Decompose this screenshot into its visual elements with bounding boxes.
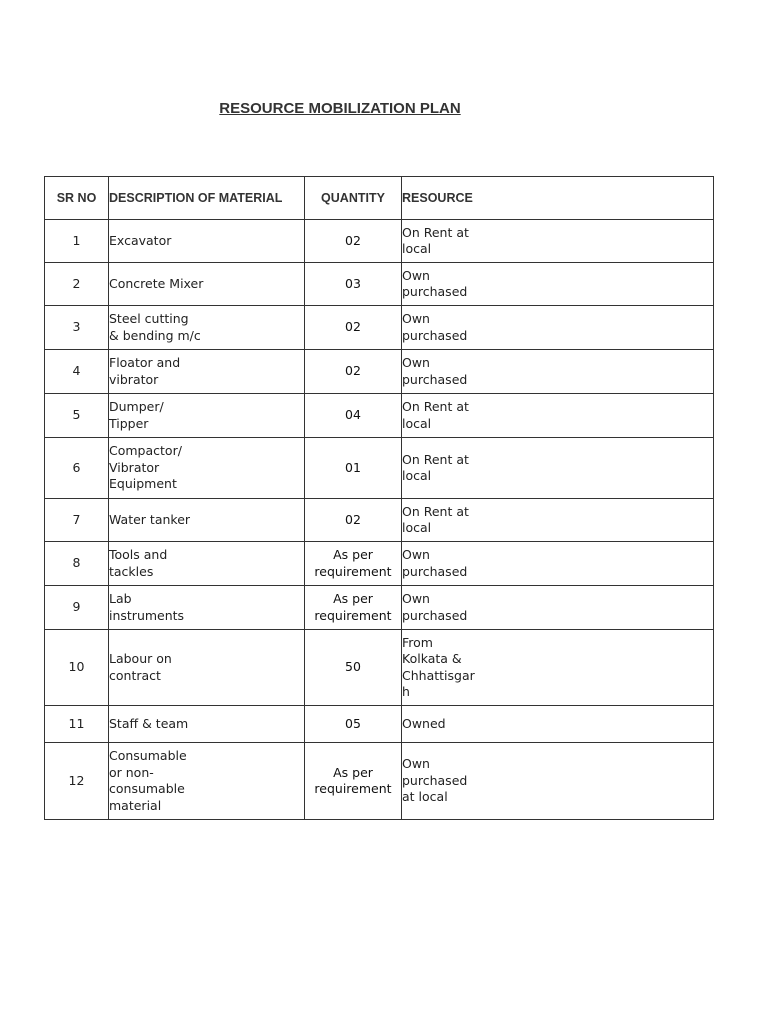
row-resource: On Rent at local xyxy=(402,220,714,263)
header-description: DESCRIPTION OF MATERIAL xyxy=(109,177,305,220)
table-row xyxy=(45,394,714,438)
row-description: Lab instruments xyxy=(109,586,305,630)
row-sr-no: 10 xyxy=(45,630,109,706)
table-header-row xyxy=(45,177,714,220)
row-quantity: 02 xyxy=(305,499,402,542)
table-row xyxy=(45,542,714,586)
row-quantity: 50 xyxy=(305,630,402,706)
table-row xyxy=(45,630,714,706)
table-row xyxy=(45,306,714,350)
page-title: RESOURCE MOBILIZATION PLAN xyxy=(219,100,461,117)
row-quantity: 01 xyxy=(305,438,402,499)
row-description: Concrete Mixer xyxy=(109,263,305,306)
row-description: Labour on contract xyxy=(109,630,305,706)
row-resource: Own purchased xyxy=(402,263,714,306)
row-description: Steel cutting & bending m/c xyxy=(109,306,305,350)
row-description: Dumper/ Tipper xyxy=(109,394,305,438)
row-quantity: 02 xyxy=(305,220,402,263)
table-row xyxy=(45,743,714,820)
header-resource: RESOURCE xyxy=(402,177,714,220)
table-row xyxy=(45,586,714,630)
row-sr-no: 4 xyxy=(45,350,109,394)
row-resource: Own purchased xyxy=(402,586,714,630)
row-description: Consumable or non- consumable material xyxy=(109,743,305,820)
table-row xyxy=(45,499,714,542)
row-sr-no: 5 xyxy=(45,394,109,438)
table-row xyxy=(45,706,714,743)
row-description: Tools and tackles xyxy=(109,542,305,586)
row-quantity: 05 xyxy=(305,706,402,743)
row-sr-no: 7 xyxy=(45,499,109,542)
header-sr-no: SR NO xyxy=(45,177,109,220)
header-quantity: QUANTITY xyxy=(305,177,402,220)
table-row xyxy=(45,220,714,263)
row-resource: On Rent at local xyxy=(402,499,714,542)
row-sr-no: 12 xyxy=(45,743,109,820)
row-quantity: 02 xyxy=(305,306,402,350)
resource-table xyxy=(44,176,714,820)
row-description: Compactor/ Vibrator Equipment xyxy=(109,438,305,499)
row-quantity: As per requirement xyxy=(305,586,402,630)
row-resource: Own purchased xyxy=(402,542,714,586)
row-description: Floator and vibrator xyxy=(109,350,305,394)
row-resource: Own purchased xyxy=(402,306,714,350)
row-resource: Own purchased xyxy=(402,350,714,394)
row-sr-no: 3 xyxy=(45,306,109,350)
row-sr-no: 1 xyxy=(45,220,109,263)
row-quantity: 03 xyxy=(305,263,402,306)
row-sr-no: 8 xyxy=(45,542,109,586)
row-resource: On Rent at local xyxy=(402,394,714,438)
row-sr-no: 2 xyxy=(45,263,109,306)
row-description: Staff & team xyxy=(109,706,305,743)
row-sr-no: 9 xyxy=(45,586,109,630)
table-row xyxy=(45,350,714,394)
row-resource: Own purchased at local xyxy=(402,743,714,820)
row-description: Water tanker xyxy=(109,499,305,542)
row-quantity: 02 xyxy=(305,350,402,394)
row-resource: From Kolkata & Chhattisgar h xyxy=(402,630,714,706)
table-row xyxy=(45,263,714,306)
row-sr-no: 6 xyxy=(45,438,109,499)
table-row xyxy=(45,438,714,499)
row-sr-no: 11 xyxy=(45,706,109,743)
row-description: Excavator xyxy=(109,220,305,263)
row-resource: On Rent at local xyxy=(402,438,714,499)
row-quantity: As per requirement xyxy=(305,743,402,820)
row-quantity: 04 xyxy=(305,394,402,438)
row-resource: Owned xyxy=(402,706,714,743)
row-quantity: As per requirement xyxy=(305,542,402,586)
